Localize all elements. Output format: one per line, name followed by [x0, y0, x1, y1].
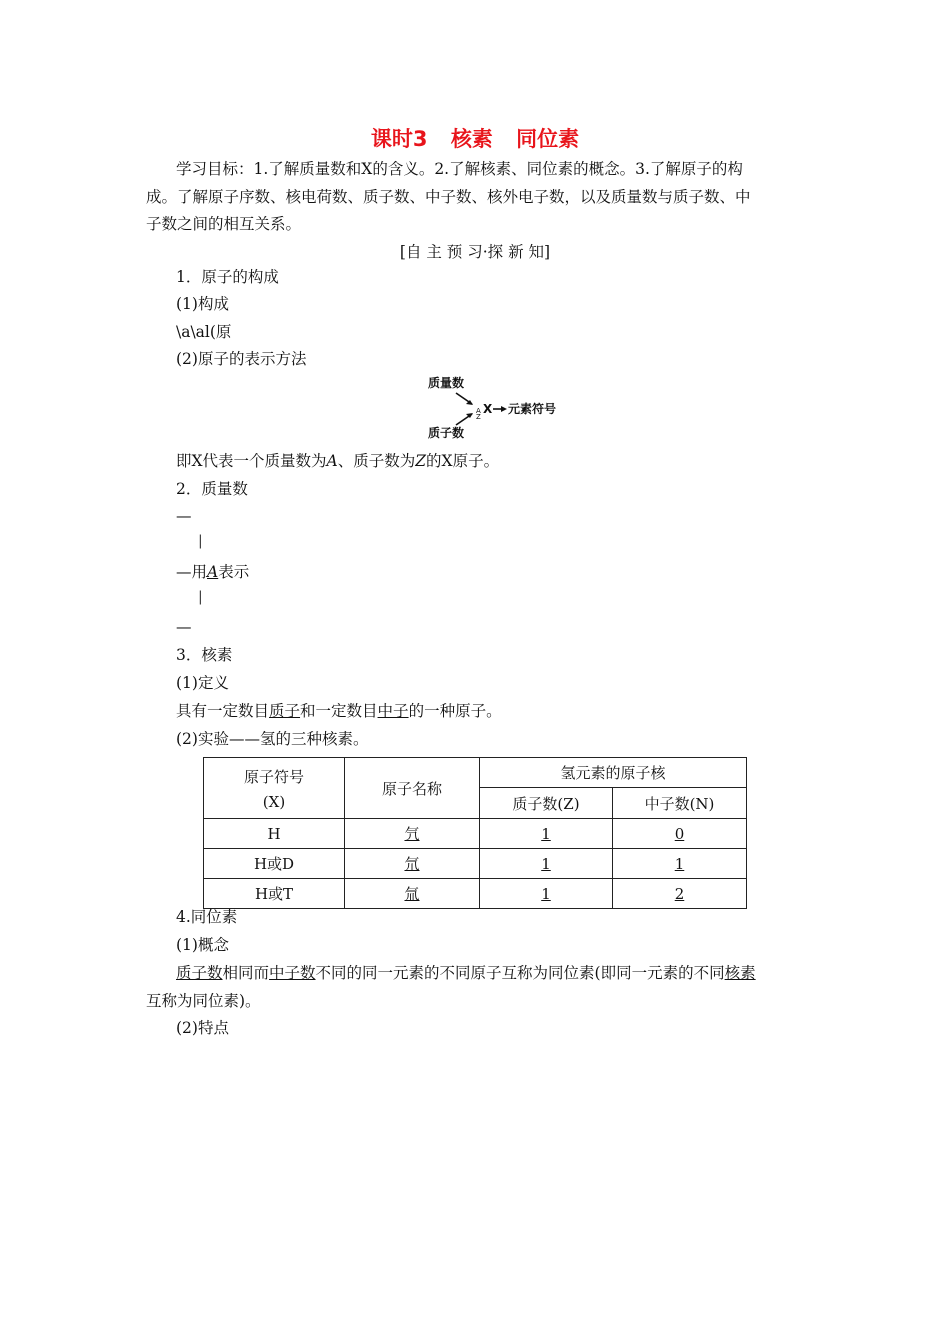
mass-dash-1: — [176, 507, 192, 525]
title-nuclide: 核素 [450, 127, 493, 151]
concept-nuclide: 核素 [724, 964, 756, 982]
section-3-sub-2: (2)实验——氢的三种核素。 [176, 730, 369, 748]
def-mid: 和一定数目 [300, 702, 378, 720]
header-protons: 质子数(Z) [480, 788, 613, 819]
mass-use-post: 表示 [218, 563, 250, 581]
mass-bar-1: | [198, 533, 203, 549]
objectives-line-3: 子数之间的相互关系。 [146, 215, 302, 233]
mass-bar-2: | [198, 589, 203, 605]
def-post: 的一种原子。 [408, 702, 502, 720]
note-mid: 、质子数为 [337, 452, 416, 470]
section-2-heading: 2．质量数 [176, 480, 248, 498]
row-protons: 1 [541, 824, 551, 843]
section-3-sub-1: (1)定义 [176, 674, 229, 692]
element-x: X [483, 402, 493, 416]
row-neutrons: 0 [674, 824, 685, 843]
section-1-sub-1: (1)构成 [176, 295, 229, 313]
superscript-a: A [476, 407, 481, 415]
mass-dash-2: — [176, 618, 192, 636]
row-protons: 1 [541, 854, 551, 873]
note-a: A [326, 452, 338, 470]
note-post: 的X原子。 [426, 452, 500, 470]
def-neutron: 中子 [377, 702, 409, 720]
header-symbol: 原子符号 (X) [204, 758, 345, 819]
title-isotope: 同位素 [516, 127, 580, 151]
row-name: 氕 [404, 825, 420, 843]
header-neutrons: 中子数(N) [613, 788, 747, 819]
isotope-concept-line-2: 互称为同位素)。 [146, 992, 261, 1010]
concept-mid-2: 不同的同一元素的不同原子互称为同位素(即同一元素的不同 [315, 964, 725, 982]
row-symbol: H或D [204, 849, 345, 879]
def-proton: 质子 [269, 702, 301, 720]
table-row [204, 819, 747, 849]
section-4-sub-2: (2)特点 [176, 1019, 229, 1037]
row-neutrons: 2 [674, 884, 685, 903]
note-z: Z [415, 452, 427, 470]
section-1-heading: 1．原子的构成 [176, 268, 279, 286]
table-row [204, 879, 747, 909]
atom-notation-diagram [420, 373, 570, 441]
section-4-sub-1: (1)概念 [176, 936, 229, 954]
proton-number-label: 质子数 [428, 426, 465, 440]
table-row [204, 849, 747, 879]
objectives-line-1: 学习目标：1.了解质量数和X的含义。2.了解核素、同位素的概念。3.了解原子的构 [176, 160, 743, 178]
def-pre: 具有一定数目 [176, 702, 270, 720]
section-header: [自 主 预 习·探 新 知] [399, 243, 551, 261]
garbled-formula: \a\al(原 [176, 323, 232, 341]
row-protons: 1 [541, 884, 551, 903]
subscript-z: Z [476, 413, 481, 421]
nuclide-definition [176, 701, 502, 721]
section-4-heading: 4.同位素 [176, 908, 238, 926]
row-name: 氚 [404, 885, 420, 903]
header-name: 原子名称 [345, 758, 480, 819]
row-symbol: H或T [204, 879, 345, 909]
row-name: 氘 [404, 855, 420, 873]
arrowhead-right [501, 406, 507, 412]
concept-mid-1: 相同而 [222, 964, 270, 982]
mass-use-pre: —用 [176, 563, 208, 581]
section-1-sub-2: (2)原子的表示方法 [176, 350, 307, 368]
notation-explanation [176, 451, 499, 471]
header-group: 氢元素的原子核 [480, 758, 747, 788]
concept-proton: 质子数 [176, 964, 223, 982]
hydrogen-nuclides-table [203, 757, 747, 909]
row-neutrons: 1 [674, 854, 685, 873]
note-pre: 即X代表一个质量数为 [176, 452, 327, 470]
row-symbol: H [204, 819, 345, 849]
section-3-heading: 3．核素 [176, 646, 233, 664]
objectives-line-2: 成。了解原子序数、核电荷数、质子数、中子数、核外电子数，以及质量数与质子数、中 [146, 188, 751, 206]
mass-symbol-line [176, 562, 249, 582]
isotope-concept-line-1 [176, 963, 756, 983]
element-symbol-label: 元素符号 [508, 402, 557, 416]
mass-use-a: A [207, 563, 219, 581]
lesson-title [0, 123, 950, 153]
mass-number-label: 质量数 [428, 376, 465, 390]
concept-neutron: 中子数 [269, 964, 316, 982]
lesson-number: 课时3 [370, 127, 428, 151]
